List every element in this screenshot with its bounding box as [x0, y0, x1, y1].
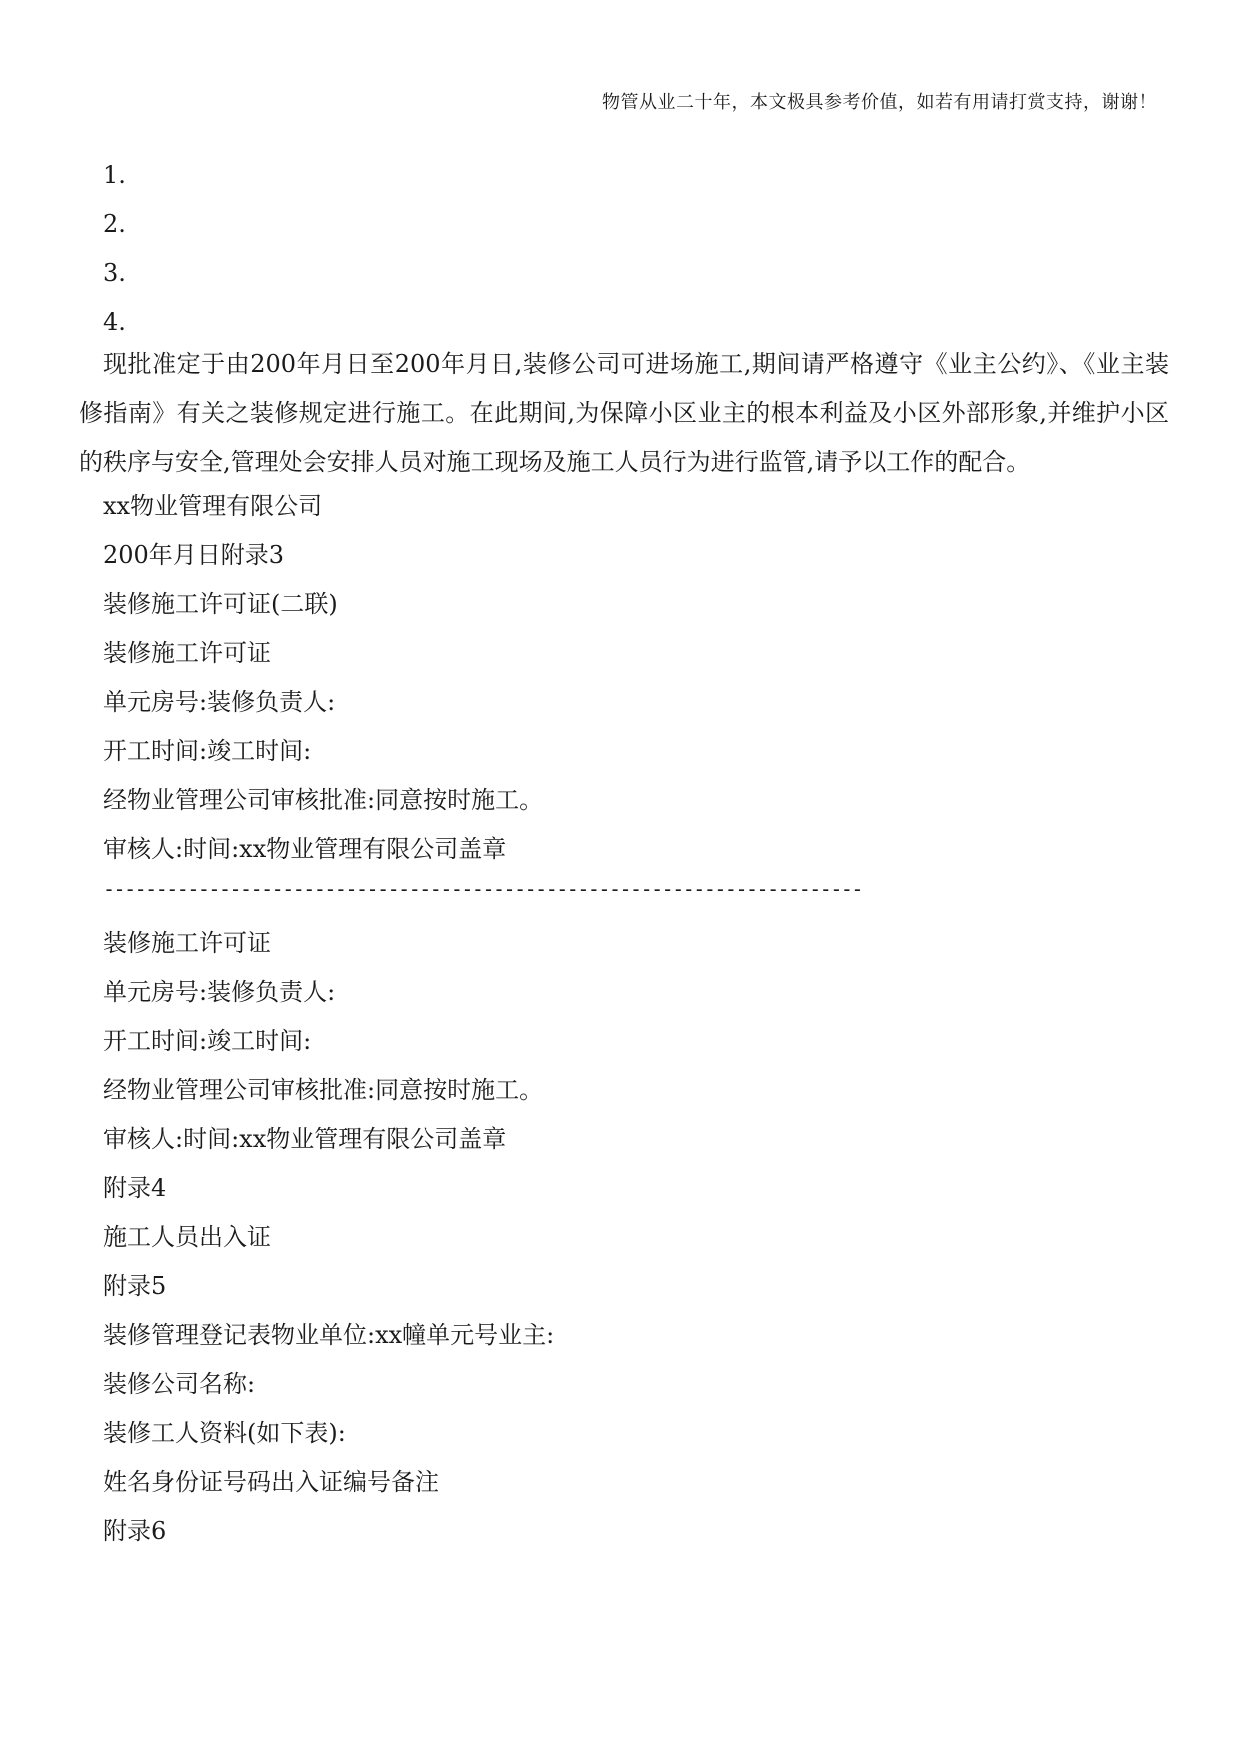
list-item: 3. [103, 259, 126, 287]
permit-2-reviewer-stamp: 审核人:时间:xx物业管理有限公司盖章 [103, 1125, 507, 1153]
list-item: 1. [103, 161, 126, 189]
appendix-6-heading: 附录6 [103, 1517, 167, 1545]
table-columns-text: 姓名身份证号码出入证编号备注 [103, 1468, 439, 1496]
header-note: 物管从业二十年，本文极具参考价值，如若有用请打赏支持，谢谢！ [602, 92, 1157, 113]
permit-1-start-end-time: 开工时间:竣工时间: [103, 737, 312, 765]
permit-2-approval: 经物业管理公司审核批准:同意按时施工。 [103, 1076, 544, 1104]
register-form-title: 装修管理登记表物业单位:xx幢单元号业主: [103, 1321, 555, 1349]
permit-1-title: 装修施工许可证 [103, 639, 271, 667]
separator-line: ------------------------------------------------------------------------ [103, 877, 862, 901]
permit-1-unit-manager: 单元房号:装修负责人: [103, 688, 336, 716]
list-item: 2. [103, 210, 126, 238]
permit-title-two-copies: 装修施工许可证(二联) [103, 590, 338, 618]
list-item: 4. [103, 308, 126, 336]
notice-paragraph: 现批准定于由200年月日至200年月日,装修公司可进场施工,期间请严格遵守《业主公约》、《业主装修指南》有关之装修规定进行施工。在此期间,为保障小区业主的根本利益及小区外部形象,并维护小区的秩序与安全,管理处会安排人员对施工现场及施工人员行为进行监管,请予以工作的配合。 [79, 350, 1169, 476]
document-body [79, 158, 1169, 1556]
appendix-5-heading: 附录5 [103, 1272, 167, 1300]
appendix-4-heading: 附录4 [103, 1174, 167, 1202]
company-name-field: 装修公司名称: [103, 1370, 256, 1398]
permit-2-unit-manager: 单元房号:装修负责人: [103, 978, 336, 1006]
permit-2-start-end-time: 开工时间:竣工时间: [103, 1027, 312, 1055]
permit-1-approval: 经物业管理公司审核批准:同意按时施工。 [103, 786, 544, 814]
company-name: xx物业管理有限公司 [103, 492, 323, 520]
worker-info-label: 装修工人资料(如下表): [103, 1419, 346, 1447]
date-appendix3: 200年月日附录3 [103, 541, 285, 569]
permit-1-reviewer-stamp: 审核人:时间:xx物业管理有限公司盖章 [103, 835, 507, 863]
permit-2-title: 装修施工许可证 [103, 929, 271, 957]
worker-pass-title: 施工人员出入证 [103, 1223, 271, 1251]
